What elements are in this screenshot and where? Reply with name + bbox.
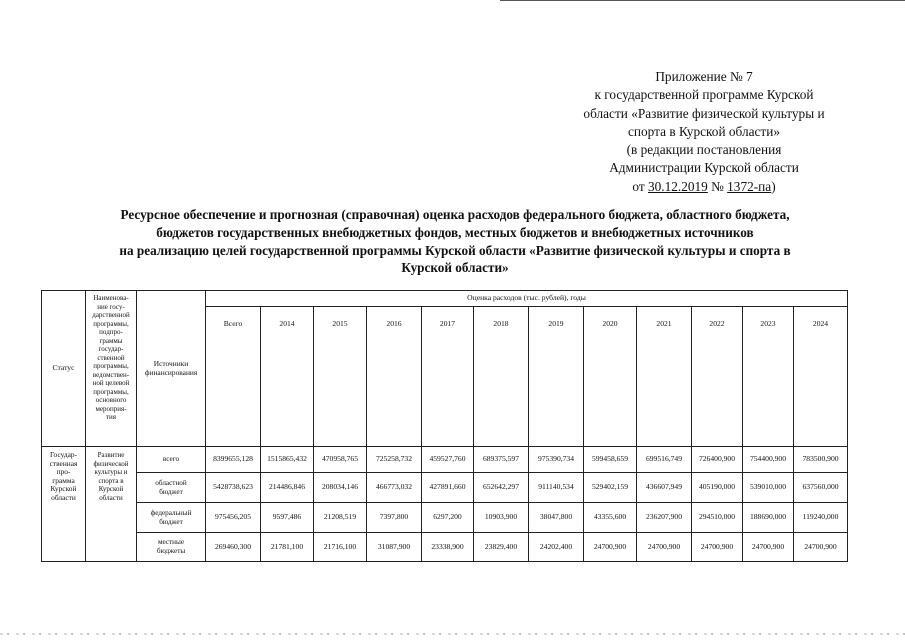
appendix-line: (в редакции постановления	[626, 142, 782, 158]
appendix-block	[548, 68, 860, 196]
value-cell: 637560,000	[794, 473, 848, 503]
value-cell: 7397,800	[367, 503, 422, 533]
status-cell: Государ- ственная про- грамма Курской области	[42, 447, 86, 562]
title-line: Ресурсное обеспечение и прогнозная (справочная) оценка расходов федерального бюджета, областного бюджета,	[120, 207, 790, 222]
value-cell: 10903,900	[474, 503, 529, 533]
value-cell: 23829,400	[474, 533, 529, 562]
value-cell: 43355,600	[584, 503, 637, 533]
value-cell: 24700,900	[584, 533, 637, 562]
appendix-date-line	[548, 178, 860, 196]
value-cell: 539010,000	[743, 473, 794, 503]
value-cell: 5428738,623	[206, 473, 261, 503]
value-cell: 529402,159	[584, 473, 637, 503]
header-estimate: Оценка расходов (тыс. рублей), годы	[206, 291, 848, 307]
document-title	[40, 206, 870, 277]
value-cell: 24700,900	[794, 533, 848, 562]
value-cell: 24202,400	[529, 533, 584, 562]
value-cell: 31087,900	[367, 533, 422, 562]
num-prefix: №	[707, 178, 728, 194]
date-prefix: от	[632, 178, 648, 194]
title-line: Курской области»	[401, 260, 509, 276]
appendix-line: спорта в Курской области»	[628, 123, 780, 139]
header-name: Наименова- ние госу- дарственной программы, подпро- граммы государ- ственной программы, ведомствен- ной целевой программы, основного мероприя- тия	[86, 291, 137, 447]
scan-artifact	[0, 633, 905, 635]
appendix-line: области «Развитие физической культуры и	[583, 105, 825, 121]
value-cell: 975390,734	[529, 447, 584, 473]
resolution-number: 1372-па	[727, 178, 772, 194]
value-cell: 24700,900	[637, 533, 692, 562]
source-cell: областной бюджет	[137, 473, 206, 503]
header-year: 2021	[637, 307, 692, 447]
value-cell: 23338,900	[422, 533, 474, 562]
header-year: 2022	[692, 307, 743, 447]
value-cell: 6297,200	[422, 503, 474, 533]
program-name-cell: Развитие физической культуры и спорта в Курской области	[86, 447, 137, 562]
value-cell: 689375,597	[474, 447, 529, 473]
appendix-line: Администрации Курской области	[609, 160, 799, 176]
value-cell: 783500,900	[794, 447, 848, 473]
value-cell: 9597,486	[261, 503, 314, 533]
value-cell: 726400,900	[692, 447, 743, 473]
value-cell: 269460,300	[206, 533, 261, 562]
value-cell: 436607,949	[637, 473, 692, 503]
source-cell: всего	[137, 447, 206, 473]
title-line: бюджетов государственных внебюджетных фондов, местных бюджетов и внебюджетных источников	[156, 224, 754, 240]
header-status: Статус	[42, 291, 86, 447]
header-year: 2016	[367, 307, 422, 447]
header-year: 2015	[314, 307, 367, 447]
header-year: Всего	[206, 307, 261, 447]
num-suffix: )	[771, 178, 776, 194]
value-cell: 208034,146	[314, 473, 367, 503]
appendix-line: Приложение № 7	[655, 69, 753, 84]
value-cell: 21208,519	[314, 503, 367, 533]
header-year: 2023	[743, 307, 794, 447]
top-rule	[500, 0, 905, 1]
source-cell: местные бюджеты	[137, 533, 206, 562]
value-cell: 24700,900	[692, 533, 743, 562]
value-cell: 214486,846	[261, 473, 314, 503]
value-cell: 236207,900	[637, 503, 692, 533]
value-cell: 1515865,432	[261, 447, 314, 473]
value-cell: 975456,205	[206, 503, 261, 533]
value-cell: 652642,297	[474, 473, 529, 503]
value-cell: 466773,032	[367, 473, 422, 503]
value-cell: 119240,000	[794, 503, 848, 533]
value-cell: 24700,900	[743, 533, 794, 562]
header-source: Источники финансирования	[137, 291, 206, 447]
value-cell: 8399655,128	[206, 447, 261, 473]
value-cell: 699516,749	[637, 447, 692, 473]
source-cell: федеральный бюджет	[137, 503, 206, 533]
value-cell: 21781,100	[261, 533, 314, 562]
value-cell: 459527,760	[422, 447, 474, 473]
value-cell: 754400,900	[743, 447, 794, 473]
appendix-line: к государственной программе Курской	[594, 87, 814, 103]
header-year: 2020	[584, 307, 637, 447]
value-cell: 188690,000	[743, 503, 794, 533]
value-cell: 599458,659	[584, 447, 637, 473]
resource-table	[41, 290, 848, 562]
header-year: 2024	[794, 307, 848, 447]
value-cell: 725258,732	[367, 447, 422, 473]
value-cell: 911140,534	[529, 473, 584, 503]
header-year: 2019	[529, 307, 584, 447]
value-cell: 405190,000	[692, 473, 743, 503]
header-year: 2014	[261, 307, 314, 447]
value-cell: 470958,765	[314, 447, 367, 473]
value-cell: 427891,660	[422, 473, 474, 503]
value-cell: 38047,800	[529, 503, 584, 533]
header-year: 2018	[474, 307, 529, 447]
value-cell: 294510,000	[692, 503, 743, 533]
value-cell: 21716,100	[314, 533, 367, 562]
header-year: 2017	[422, 307, 474, 447]
resolution-date: 30.12.2019	[647, 178, 708, 194]
title-line: на реализацию целей государственной программы Курской области «Развитие физической культуры и спорта в	[119, 242, 791, 258]
